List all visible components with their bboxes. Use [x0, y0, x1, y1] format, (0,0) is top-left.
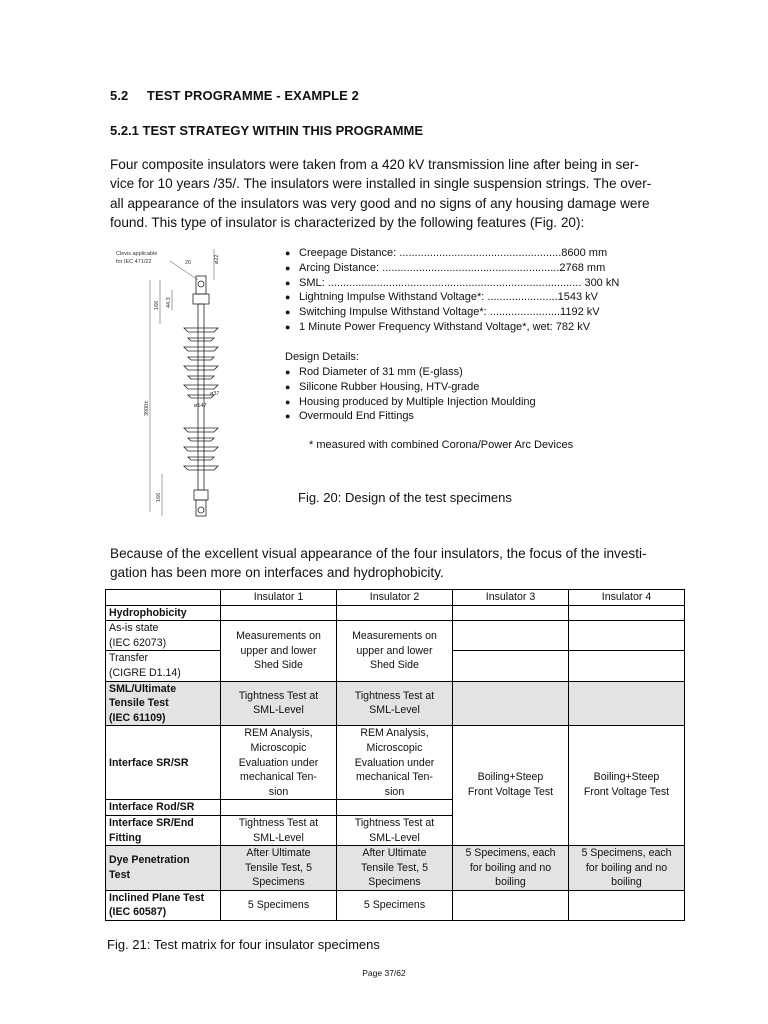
focus-line: Because of the excellent visual appearance of the four insulators, the focus of the investi-	[110, 546, 647, 561]
table-header-row	[106, 590, 685, 606]
row-label: Interface SR/End Fitting	[106, 815, 221, 845]
dim-22: ø22	[214, 254, 220, 264]
figure-21-caption: Fig. 21: Test matrix for four insulator specimens	[107, 937, 380, 952]
row-label: Dye Penetration Test	[106, 846, 221, 891]
table-row	[106, 681, 685, 726]
row-label: As-is state (IEC 62073)	[106, 621, 221, 651]
clevis-label-line1: Clevis applicable	[116, 251, 158, 257]
table-cell: Tightness Test at SML-Level	[337, 815, 453, 845]
feature-item: ● Switching Impulse Withstand Voltage*: .......................1192 kV	[285, 305, 625, 320]
subsection-heading: 5.2.1 TEST STRATEGY WITHIN THIS PROGRAMME	[110, 123, 423, 138]
feature-list	[285, 246, 625, 335]
intro-line: all appearance of the insulators was very good and no signs of any housing damage were	[110, 195, 650, 211]
header-cell: Insulator 2	[337, 590, 453, 606]
table-cell: REM Analysis, Microscopic Evaluation under mechanical Ten- sion	[337, 726, 453, 800]
header-cell: Insulator 1	[221, 590, 337, 606]
table-cell: After Ultimate Tensile Test, 5 Specimens	[221, 846, 337, 891]
feature-item: ● Creepage Distance: .....................................................8600 mm	[285, 246, 625, 261]
table-row	[106, 605, 685, 621]
figure-20-caption: Fig. 20: Design of the test specimens	[298, 490, 512, 505]
table-cell: REM Analysis, Microscopic Evaluation under mechanical Ten- sion	[221, 726, 337, 800]
intro-line: vice for 10 years /35/. The insulators were installed in single suspension strings. The over-	[110, 176, 652, 192]
table-row	[106, 890, 685, 920]
section-heading: 5.2 TEST PROGRAMME - EXAMPLE 2	[110, 88, 359, 103]
table-cell: Measurements on upper and lower Shed Side	[337, 621, 453, 681]
table-row	[106, 726, 685, 800]
table-cell: Tightness Test at SML-Level	[221, 681, 337, 726]
dim-147: ø147	[194, 403, 207, 409]
row-label: SML/Ultimate Tensile Test (IEC 61109)	[106, 681, 221, 726]
table-cell: Measurements on upper and lower Shed Side	[221, 621, 337, 681]
row-label: Interface Rod/SR	[106, 800, 221, 816]
clevis-label-line2: for IEC 471/22	[116, 259, 152, 265]
table-cell: 5 Specimens, each for boiling and no boiling	[453, 846, 569, 891]
row-label: Inclined Plane Test (IEC 60587)	[106, 890, 221, 920]
insulator-drawing	[110, 244, 250, 526]
intro-paragraph	[110, 155, 680, 232]
table-row	[106, 846, 685, 891]
feature-item: ● Arcing Distance: ..........................................................2768 mm	[285, 261, 625, 276]
row-label: Interface SR/SR	[106, 726, 221, 800]
dim-166-top: 166	[154, 300, 160, 310]
intro-line: found. This type of insulator is characterized by the following features (Fig. 20):	[110, 214, 585, 230]
dim-3900: 3900±	[144, 400, 150, 416]
design-item: ● Overmould End Fittings	[285, 409, 625, 424]
row-label: Hydrophobicity	[106, 605, 221, 621]
table-cell: Tightness Test at SML-Level	[337, 681, 453, 726]
focus-line: gation has been more on interfaces and hydrophobicity.	[110, 565, 444, 581]
table-cell: After Ultimate Tensile Test, 5 Specimens	[337, 846, 453, 891]
dim-166-bottom: 166	[156, 492, 162, 502]
page-number: Page 37/62	[362, 968, 406, 978]
table-cell: 5 Specimens	[337, 890, 453, 920]
table-cell: Boiling+Steep Front Voltage Test	[569, 726, 685, 846]
footnote: * measured with combined Corona/Power Arc Devices	[309, 439, 574, 451]
dim-44: 44.3	[166, 297, 172, 308]
table-cell: 5 Specimens, each for boiling and no boiling	[569, 846, 685, 891]
table-cell: Boiling+Steep Front Voltage Test	[453, 726, 569, 846]
table-cell: 5 Specimens	[221, 890, 337, 920]
header-cell: Insulator 3	[453, 590, 569, 606]
feature-item: ● SML: ................................................................................... 300 kN	[285, 276, 625, 291]
intro-line: Four composite insulators were taken from a 420 kV transmission line after being in ser-	[110, 157, 639, 172]
dim-37: ø37	[210, 391, 220, 397]
focus-paragraph	[110, 544, 680, 583]
feature-item: ● Lightning Impulse Withstand Voltage*: .......................1543 kV	[285, 290, 625, 305]
design-item: ● Silicone Rubber Housing, HTV-grade	[285, 380, 625, 395]
dim-20: 20	[185, 260, 192, 266]
design-item: ● Rod Diameter of 31 mm (E-glass)	[285, 365, 625, 380]
row-label: Transfer (CIGRE D1.14)	[106, 651, 221, 681]
design-details-label: Design Details:	[285, 351, 359, 363]
feature-item: ● 1 Minute Power Frequency Withstand Voltage*, wet: 782 kV	[285, 320, 625, 335]
test-matrix-table	[105, 589, 685, 921]
table-row	[106, 621, 685, 651]
design-item: ● Housing produced by Multiple Injection Moulding	[285, 395, 625, 410]
header-cell: Insulator 4	[569, 590, 685, 606]
design-list	[285, 365, 625, 424]
table-cell: Tightness Test at SML-Level	[221, 815, 337, 845]
header-cell	[106, 590, 221, 606]
